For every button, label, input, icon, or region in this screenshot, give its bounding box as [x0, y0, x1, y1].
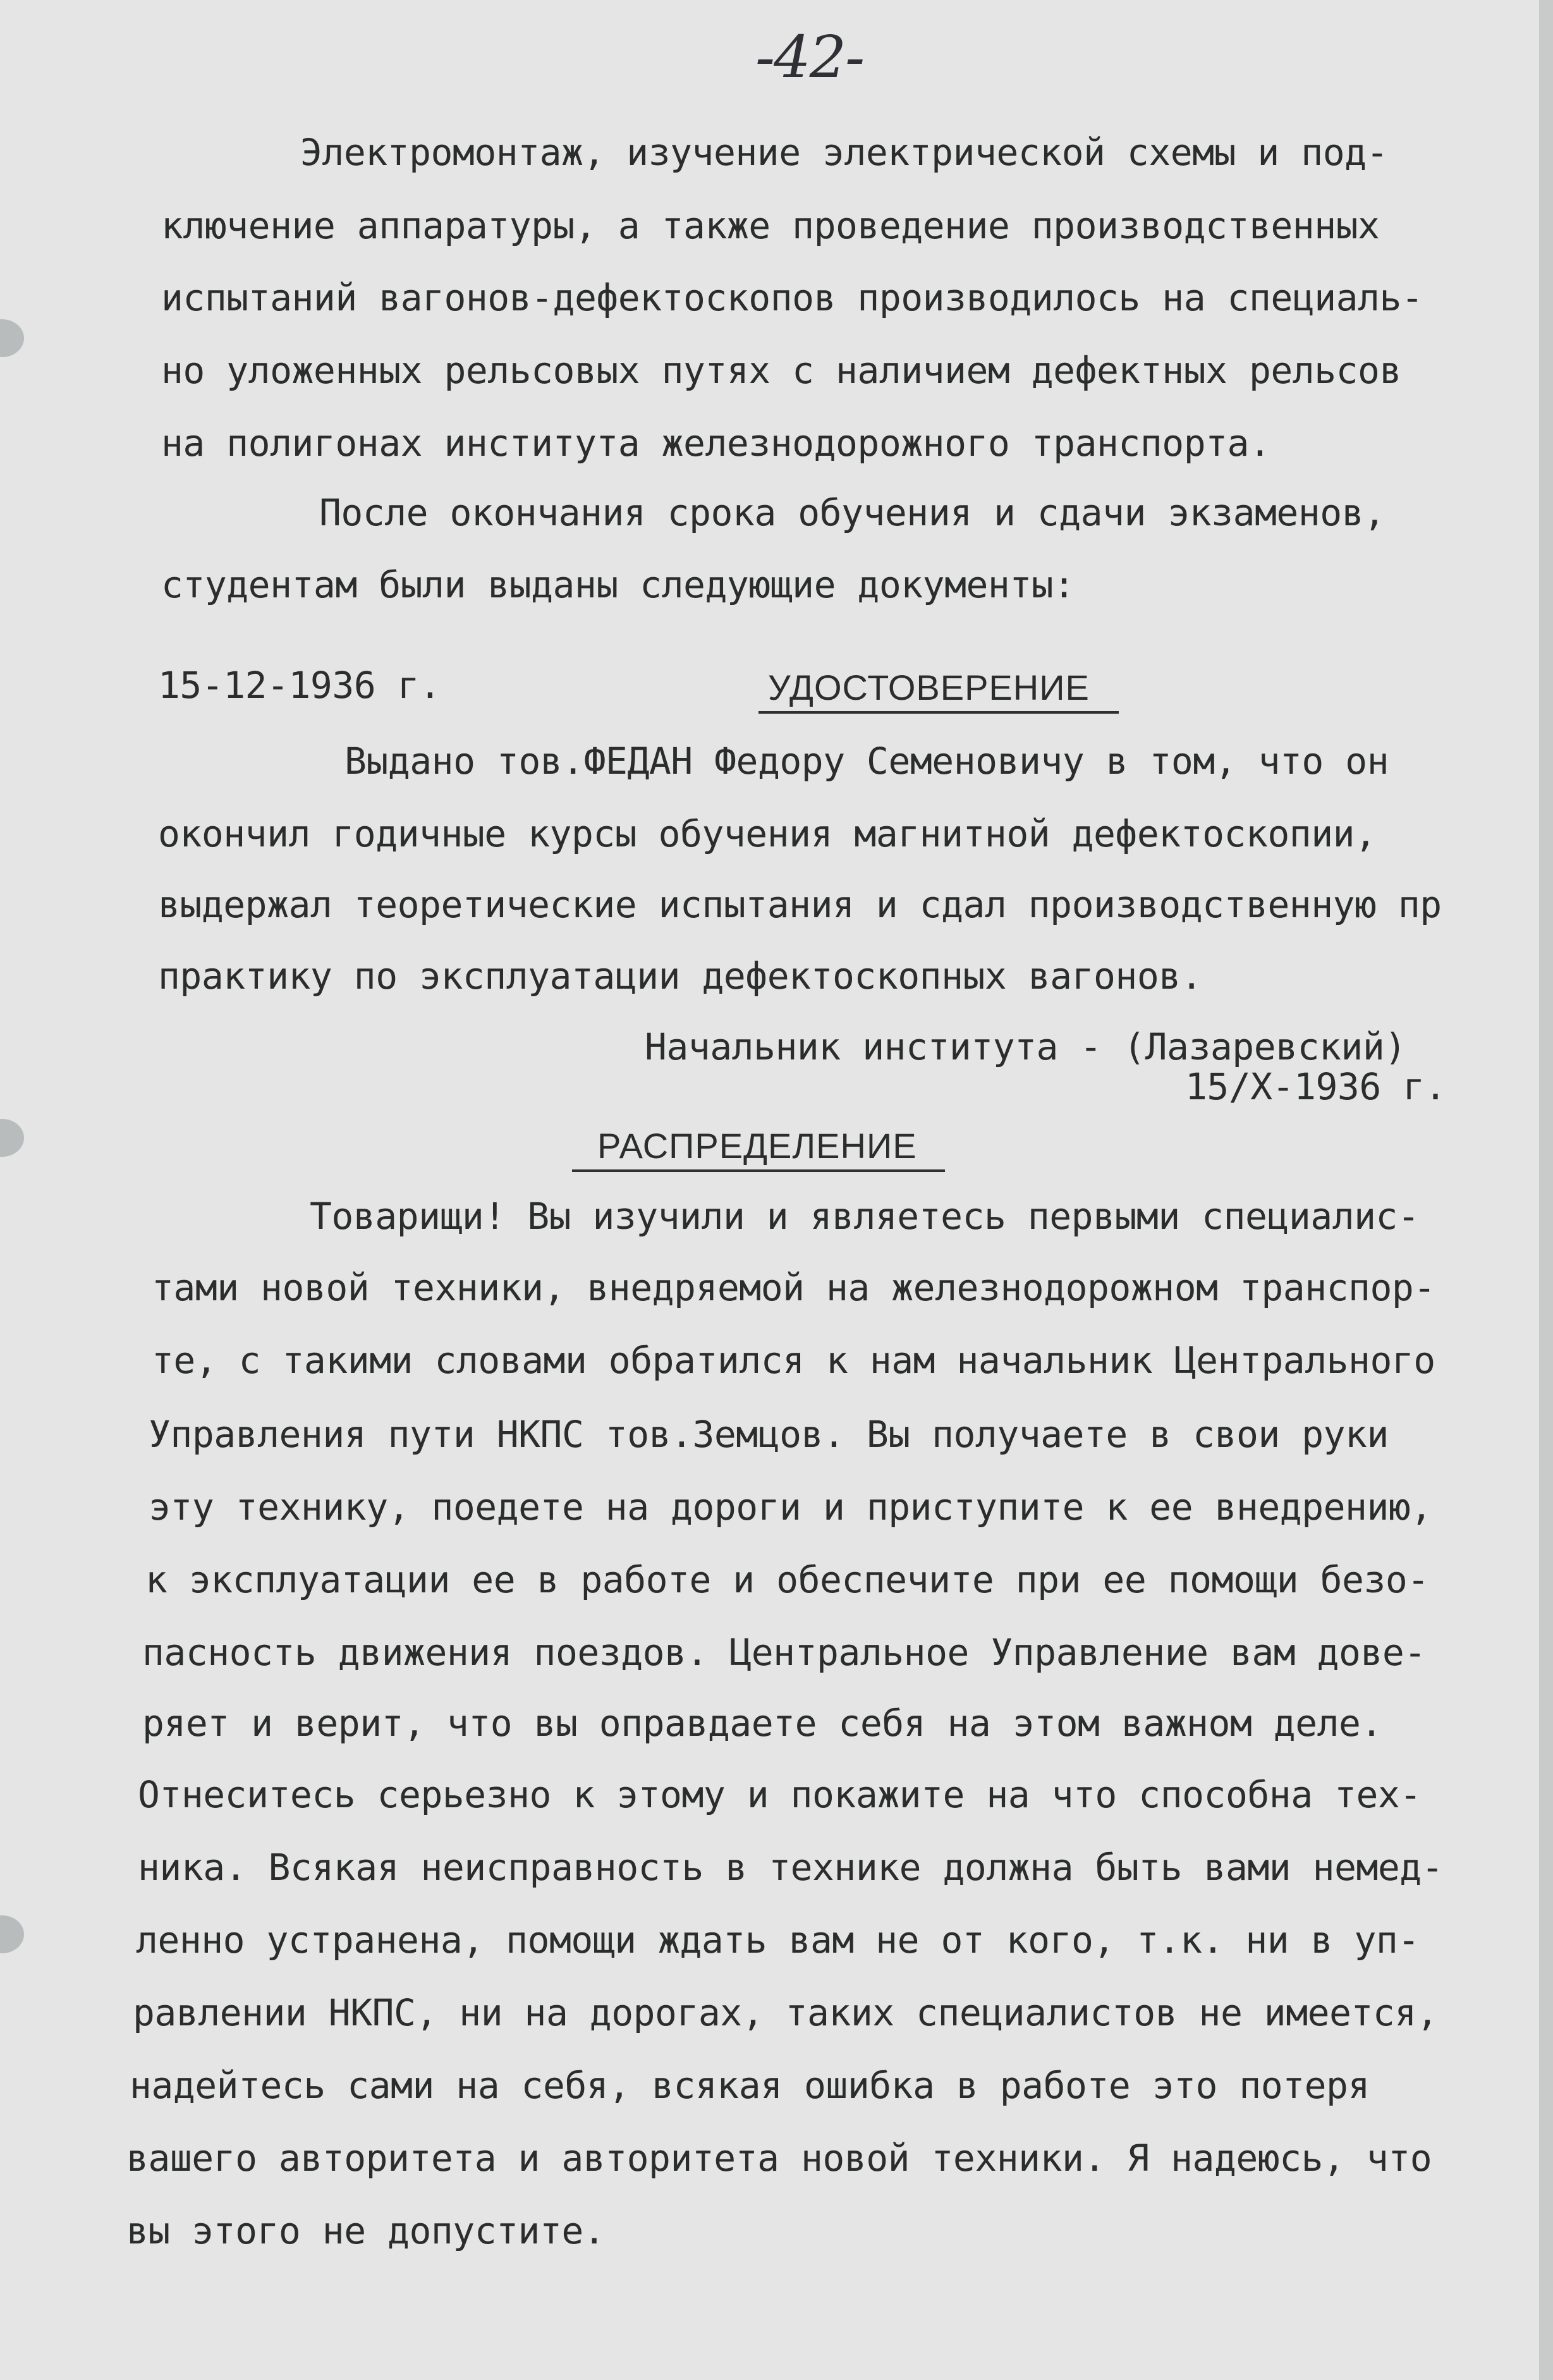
text-line: пасность движения поездов. Центральное Управление вам дове-: [142, 1631, 1426, 1674]
text-line: тами новой техники, внедряемой на железнодорожном транспор-: [152, 1266, 1435, 1309]
text-line: ключение аппаратуры, а также проведение производственных: [161, 204, 1380, 247]
binding-hole: [0, 1119, 24, 1157]
text-line: выдержал теоретические испытания и сдал производственную пр: [158, 883, 1442, 926]
text-line: равлении НКПС, ни на дорогах, таких специалистов не имеется,: [133, 1991, 1439, 2034]
text-line: надейтесь сами на себя, всякая ошибка в работе это потеря: [130, 2064, 1370, 2107]
text-line: те, с такими словами обратился к нам начальник Центрального: [152, 1339, 1435, 1382]
text-line: Электромонтаж, изучение электрической схемы и под-: [300, 131, 1388, 174]
text-line: вашего авторитета и авторитета новой техники. Я надеюсь, что: [126, 2137, 1432, 2180]
text-line: испытаний вагонов-дефектоскопов производилось на специаль-: [161, 276, 1423, 319]
text-line: Товарищи! Вы изучили и являетесь первыми специалис-: [310, 1195, 1420, 1238]
title-underline: [758, 711, 1119, 714]
text-line: эту технику, поедете на дороги и приступите к ее внедрению,: [149, 1486, 1432, 1529]
text-line: Выдано тов.ФЕДАН Федору Семеновичу в том, что он: [344, 740, 1389, 783]
text-line: ника. Всякая неисправность в технике должна быть вами немед-: [138, 1846, 1444, 1889]
signature-line: Начальник института - (Лазаревский): [645, 1025, 1406, 1068]
text-line: окончил годичные курсы обучения магнитной дефектоскопии,: [158, 812, 1377, 855]
text-line: на полигонах института железнодорожного транспорта.: [161, 422, 1271, 465]
binding-hole: [0, 319, 24, 357]
text-line: практику по эксплуатации дефектоскопных вагонов.: [158, 955, 1203, 998]
distribution-title: РАСПРЕДЕЛЕНИЕ: [597, 1126, 917, 1166]
signature-date: 15/X-1936 г.: [1185, 1065, 1447, 1108]
page-edge: [1539, 0, 1553, 2380]
certificate-title: УДОСТОВЕРЕНИЕ: [768, 668, 1090, 707]
certificate-date: 15-12-1936 г.: [158, 664, 441, 707]
text-line: но уложенных рельсовых путях с наличием дефектных рельсов: [161, 349, 1401, 392]
text-line: После окончания срока обучения и сдачи экзаменов,: [319, 491, 1386, 534]
text-line: вы этого не допустите.: [126, 2209, 606, 2252]
text-line: Управления пути НКПС тов.Земцов. Вы получаете в свои руки: [149, 1413, 1389, 1456]
text-line: Отнеситесь серьезно к этому и покажите на что способна тех-: [138, 1773, 1422, 1816]
text-line: ряет и верит, что вы оправдаете себя на этом важном деле.: [142, 1702, 1382, 1745]
title-underline: [572, 1169, 945, 1172]
binding-hole: [0, 1915, 24, 1953]
text-line: ленно устранена, помощи ждать вам не от кого, т.к. ни в уп-: [136, 1919, 1420, 1962]
text-line: к эксплуатации ее в работе и обеспечите при ее помощи безо-: [145, 1558, 1429, 1601]
page-number: -42-: [755, 23, 864, 91]
text-line: студентам были выданы следующие документы:: [161, 563, 1075, 606]
